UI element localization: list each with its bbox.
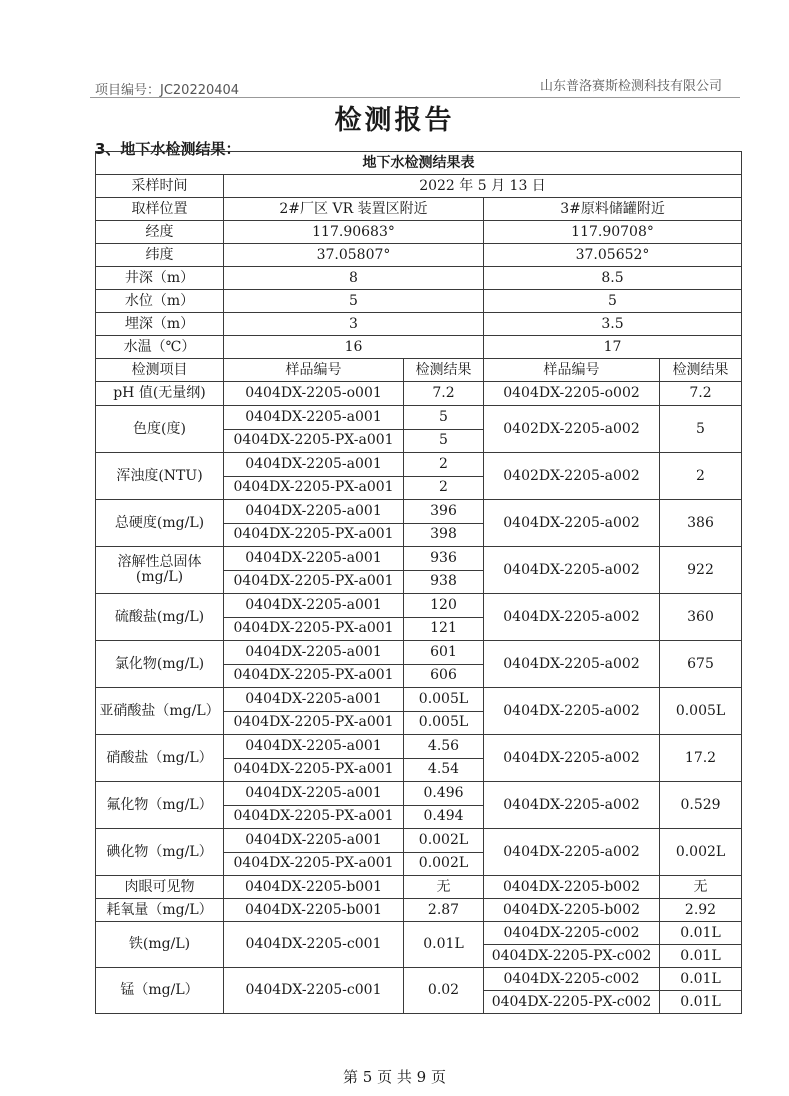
sample-id: 0404DX-2205-a002	[484, 500, 660, 547]
sample-id: 0404DX-2205-a001	[224, 829, 404, 853]
item-name: 色度(度)	[96, 406, 224, 453]
result-value: 0.529	[660, 782, 742, 829]
result-value: 4.54	[404, 758, 484, 782]
result-value: 396	[404, 500, 484, 524]
info-value-site-2: 3#原料储罐附近	[484, 198, 742, 221]
info-label: 埋深（m）	[96, 313, 224, 336]
table-row	[96, 594, 742, 618]
table-caption: 地下水检测结果表	[96, 152, 742, 175]
sample-id: 0404DX-2205-c001	[224, 922, 404, 968]
result-value: 936	[404, 547, 484, 571]
item-name: 氟化物（mg/L）	[96, 782, 224, 829]
sample-id: 0404DX-2205-o002	[484, 382, 660, 406]
column-header: 检测结果	[404, 359, 484, 382]
sample-id: 0404DX-2205-a002	[484, 829, 660, 876]
table-row	[96, 829, 742, 853]
sample-id: 0404DX-2205-PX-c002	[484, 991, 660, 1014]
column-header: 检测项目	[96, 359, 224, 382]
table-row	[96, 735, 742, 759]
item-name: 浑浊度(NTU)	[96, 453, 224, 500]
result-value: 120	[404, 594, 484, 618]
table-row	[96, 968, 742, 991]
item-name: 溶解性总固体(mg/L)	[96, 547, 224, 594]
info-label: 纬度	[96, 244, 224, 267]
column-header: 样品编号	[484, 359, 660, 382]
sample-id: 0404DX-2205-a002	[484, 547, 660, 594]
sample-id: 0404DX-2205-a001	[224, 547, 404, 571]
table-row	[96, 782, 742, 806]
table-row	[96, 899, 742, 922]
info-label: 取样位置	[96, 198, 224, 221]
table-row	[96, 267, 742, 290]
result-value: 无	[404, 876, 484, 899]
result-value: 675	[660, 641, 742, 688]
sample-id: 0404DX-2205-PX-a001	[224, 617, 404, 641]
sample-id: 0404DX-2205-a001	[224, 594, 404, 618]
table-row	[96, 221, 742, 244]
info-value-site-1: 8	[224, 267, 484, 290]
result-value: 无	[660, 876, 742, 899]
item-name: pH 值(无量纲)	[96, 382, 224, 406]
item-name: 铁(mg/L)	[96, 922, 224, 968]
table-row	[96, 359, 742, 382]
sample-id: 0404DX-2205-PX-a001	[224, 805, 404, 829]
result-value: 398	[404, 523, 484, 547]
info-value-site-1: 37.05807°	[224, 244, 484, 267]
sample-id: 0404DX-2205-a001	[224, 406, 404, 430]
sample-id: 0404DX-2205-a002	[484, 735, 660, 782]
table-row	[96, 313, 742, 336]
groundwater-results-table	[95, 151, 742, 1014]
table-row	[96, 290, 742, 313]
result-value: 938	[404, 570, 484, 594]
info-value-site-1: 3	[224, 313, 484, 336]
info-value-site-2: 37.05652°	[484, 244, 742, 267]
sample-id: 0404DX-2205-c002	[484, 968, 660, 991]
result-value: 7.2	[660, 382, 742, 406]
sample-id: 0404DX-2205-a002	[484, 782, 660, 829]
result-value: 360	[660, 594, 742, 641]
info-label: 采样时间	[96, 175, 224, 198]
sample-id: 0404DX-2205-c001	[224, 968, 404, 1014]
result-value: 121	[404, 617, 484, 641]
info-value-site-1: 117.90683°	[224, 221, 484, 244]
result-value: 386	[660, 500, 742, 547]
info-value-site-2: 8.5	[484, 267, 742, 290]
sample-id: 0404DX-2205-PX-c002	[484, 945, 660, 968]
table-row	[96, 876, 742, 899]
result-value: 0.002L	[404, 852, 484, 876]
result-value: 2.87	[404, 899, 484, 922]
table-row	[96, 547, 742, 571]
sample-id: 0404DX-2205-PX-a001	[224, 758, 404, 782]
column-header: 样品编号	[224, 359, 404, 382]
result-value: 0.002L	[660, 829, 742, 876]
section-title: 3、地下水检测结果：	[95, 140, 241, 158]
result-value: 0.02	[404, 968, 484, 1014]
info-value-site-2: 3.5	[484, 313, 742, 336]
item-name: 碘化物（mg/L）	[96, 829, 224, 876]
item-name: 总硬度(mg/L)	[96, 500, 224, 547]
result-value: 0.01L	[660, 968, 742, 991]
info-label: 水位（m）	[96, 290, 224, 313]
result-value: 0.01L	[660, 991, 742, 1014]
result-value: 2	[404, 476, 484, 500]
sample-id: 0404DX-2205-b002	[484, 876, 660, 899]
sample-id: 0404DX-2205-b001	[224, 876, 404, 899]
sample-id: 0404DX-2205-PX-a001	[224, 570, 404, 594]
item-name: 亚硝酸盐（mg/L）	[96, 688, 224, 735]
sample-id: 0404DX-2205-PX-a001	[224, 523, 404, 547]
result-value: 601	[404, 641, 484, 665]
table-row	[96, 336, 742, 359]
result-value: 5	[404, 429, 484, 453]
info-value-site-2: 5	[484, 290, 742, 313]
result-value: 17.2	[660, 735, 742, 782]
item-name: 氯化物(mg/L)	[96, 641, 224, 688]
item-name: 肉眼可见物	[96, 876, 224, 899]
table-row	[96, 688, 742, 712]
result-value: 922	[660, 547, 742, 594]
sample-id: 0404DX-2205-PX-a001	[224, 664, 404, 688]
project-number: 项目编号：JC20220404	[95, 83, 240, 98]
result-value: 2.92	[660, 899, 742, 922]
sample-id: 0404DX-2205-a001	[224, 688, 404, 712]
table-row	[96, 198, 742, 221]
sample-id: 0404DX-2205-PX-a001	[224, 429, 404, 453]
company-name: 山东普洛赛斯检测科技有限公司	[540, 79, 723, 94]
sample-id: 0404DX-2205-o001	[224, 382, 404, 406]
table-row	[96, 244, 742, 267]
item-name: 耗氧量（mg/L）	[96, 899, 224, 922]
page-number: 第 5 页 共 9 页	[343, 1068, 446, 1086]
result-value: 0.01L	[660, 945, 742, 968]
result-value: 2	[404, 453, 484, 477]
table-row	[96, 641, 742, 665]
sample-id: 0404DX-2205-a001	[224, 735, 404, 759]
sample-id: 0404DX-2205-a001	[224, 453, 404, 477]
result-value: 0.494	[404, 805, 484, 829]
table-body	[96, 152, 742, 1014]
sample-id: 0402DX-2205-a002	[484, 406, 660, 453]
item-name: 锰（mg/L）	[96, 968, 224, 1014]
sample-id: 0404DX-2205-a001	[224, 641, 404, 665]
result-value: 606	[404, 664, 484, 688]
info-label: 水温（℃）	[96, 336, 224, 359]
result-value: 7.2	[404, 382, 484, 406]
sample-id: 0404DX-2205-b002	[484, 899, 660, 922]
result-value: 5	[660, 406, 742, 453]
sample-id: 0402DX-2205-a002	[484, 453, 660, 500]
sampling-date: 2022 年 5 月 13 日	[224, 175, 742, 198]
item-name: 硫酸盐(mg/L)	[96, 594, 224, 641]
column-header: 检测结果	[660, 359, 742, 382]
sample-id: 0404DX-2205-a002	[484, 688, 660, 735]
info-value-site-2: 117.90708°	[484, 221, 742, 244]
table-row	[96, 382, 742, 406]
item-name: 硝酸盐（mg/L）	[96, 735, 224, 782]
sample-id: 0404DX-2205-a002	[484, 641, 660, 688]
result-value: 0.01L	[404, 922, 484, 968]
sample-id: 0404DX-2205-c002	[484, 922, 660, 945]
info-value-site-2: 17	[484, 336, 742, 359]
table-row	[96, 922, 742, 945]
result-value: 0.01L	[660, 922, 742, 945]
result-value: 0.002L	[404, 829, 484, 853]
result-value: 0.496	[404, 782, 484, 806]
sample-id: 0404DX-2205-b001	[224, 899, 404, 922]
info-label: 经度	[96, 221, 224, 244]
result-value: 0.005L	[404, 711, 484, 735]
sample-id: 0404DX-2205-a001	[224, 500, 404, 524]
result-value: 5	[404, 406, 484, 430]
table-row	[96, 406, 742, 430]
info-label: 井深（m）	[96, 267, 224, 290]
sample-id: 0404DX-2205-PX-a001	[224, 711, 404, 735]
table-row	[96, 453, 742, 477]
result-value: 4.56	[404, 735, 484, 759]
sample-id: 0404DX-2205-PX-a001	[224, 476, 404, 500]
sample-id: 0404DX-2205-a001	[224, 782, 404, 806]
info-value-site-1: 16	[224, 336, 484, 359]
report-title: 检测报告	[334, 105, 455, 136]
result-value: 0.005L	[660, 688, 742, 735]
table-row	[96, 500, 742, 524]
info-value-site-1: 2#厂区 VR 装置区附近	[224, 198, 484, 221]
info-value-site-1: 5	[224, 290, 484, 313]
sample-id: 0404DX-2205-a002	[484, 594, 660, 641]
result-value: 2	[660, 453, 742, 500]
result-value: 0.005L	[404, 688, 484, 712]
sample-id: 0404DX-2205-PX-a001	[224, 852, 404, 876]
